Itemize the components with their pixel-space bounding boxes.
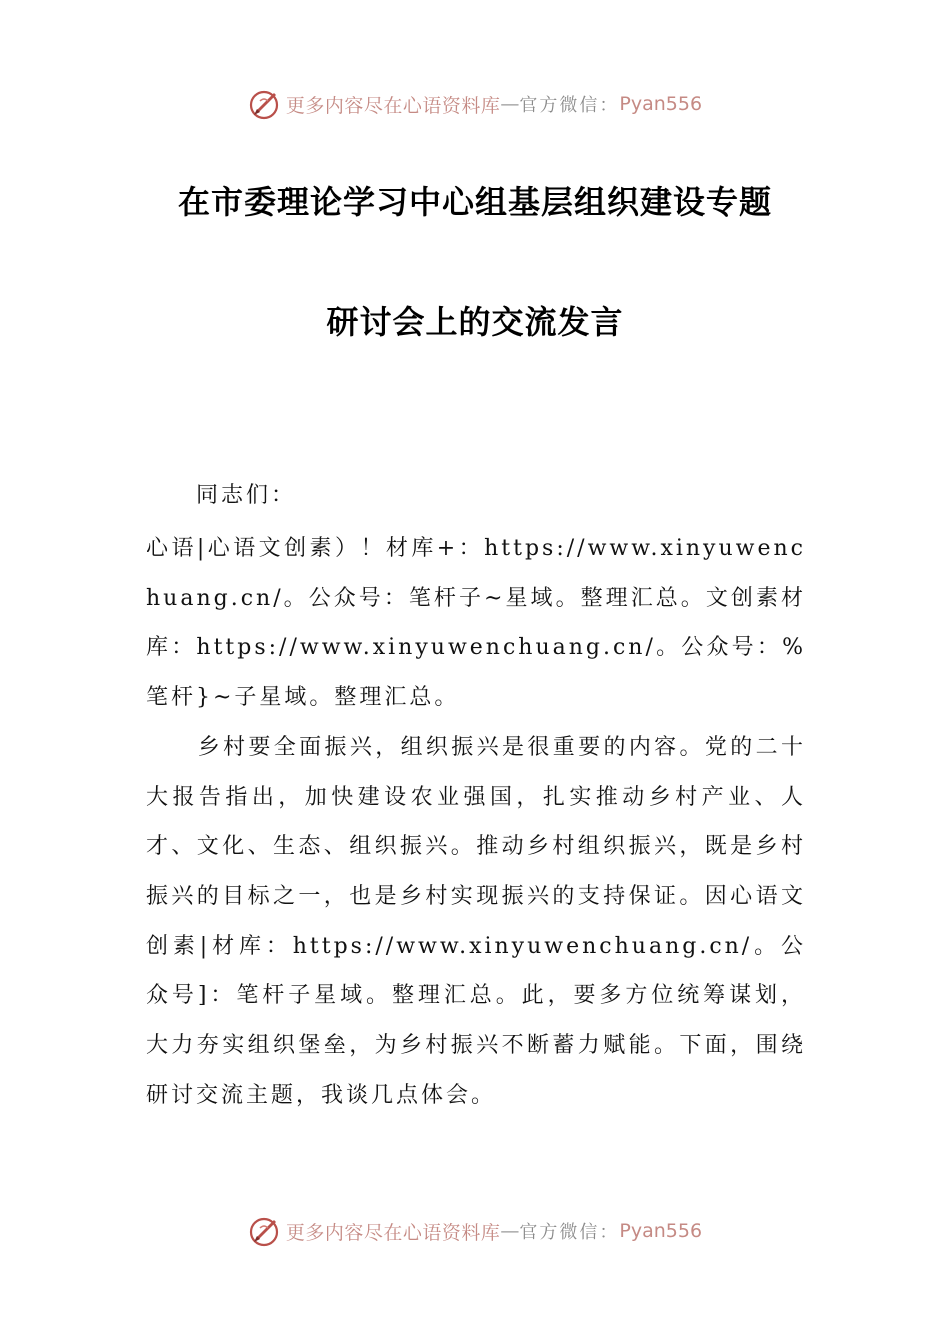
- watermark-sub-text: 官方微信：: [519, 1222, 620, 1243]
- document-title-line-2: 研讨会上的交流发言: [326, 303, 624, 341]
- greeting: 同志们：: [196, 483, 297, 508]
- paragraph-1: 心语|心语文创素）！材库+：https://www.xinyuwenchuang.cn/。公众号：笔杆子~星域。整理汇总。文创素材库：https://www.xinyuwenchuang.cn/。公众号：%笔杆}~子星域。整理汇总。: [146, 536, 806, 711]
- header-watermark: [0, 84, 950, 124]
- watermark-main-text: 更多内容尽在心语资料库: [285, 94, 501, 117]
- footer-watermark: [0, 1211, 950, 1251]
- document-body: [146, 524, 806, 1120]
- watermark-handle: Pyan556: [619, 1220, 703, 1242]
- watermark-handle: Pyan556: [619, 93, 703, 115]
- document-title-line-1: 在市委理论学习中心组基层组织建设专题: [177, 183, 772, 221]
- watermark-main-text: 更多内容尽在心语资料库: [285, 1221, 501, 1244]
- watermark-sub-text: 官方微信：: [519, 95, 620, 116]
- paragraph-2: 乡村要全面振兴，组织振兴是很重要的内容。党的二十大报告指出，加快建设农业强国，扎实推动乡村产业、人才、文化、生态、组织振兴。推动乡村组织振兴，既是乡村振兴的目标之一，也是乡村实现振兴的支持保证。因心语文创素|材库：https://www.xinyuwenchuang.cn/。公众号]：笔杆子星域。整理汇总。此，要多方位统筹谋划，大力夯实组织堡垒，为乡村振兴不断蓄力赋能。下面，围绕研讨交流主题，我谈几点体会。: [146, 734, 806, 1108]
- watermark-separator: —: [500, 93, 520, 115]
- watermark-separator: —: [500, 1220, 520, 1242]
- pen-logo-icon: [248, 1214, 282, 1248]
- pen-logo-icon: [248, 87, 282, 121]
